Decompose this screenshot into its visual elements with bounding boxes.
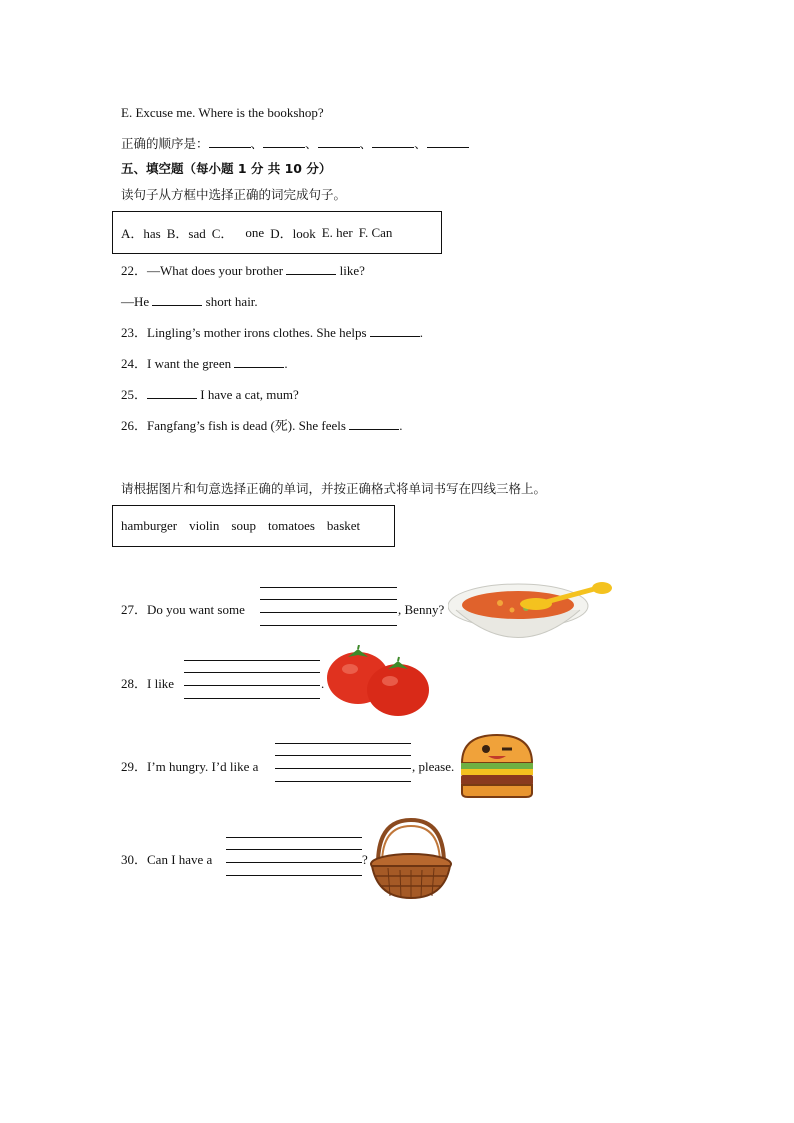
question-24 — [121, 354, 288, 373]
q24-text: 24．I want the green — [121, 356, 232, 371]
q26-blank[interactable] — [349, 416, 399, 430]
order-blank-5[interactable] — [427, 134, 469, 148]
q28-text: 28．I like — [121, 676, 175, 691]
q22b-text: —He — [121, 294, 150, 309]
choice-c: C． — [211, 226, 234, 241]
order-blank-4[interactable] — [372, 134, 414, 148]
question-26 — [121, 416, 402, 435]
question-25 — [121, 385, 299, 404]
choice-c-word: one — [245, 224, 265, 240]
q22a-tail: like? — [339, 263, 365, 278]
word-soup: soup — [231, 518, 256, 533]
q30-tail: ? — [362, 852, 368, 867]
q27-tail: , Benny? — [398, 602, 445, 617]
q28-tail: . — [321, 676, 325, 691]
question-22b — [121, 292, 258, 311]
order-blank-3[interactable] — [318, 134, 360, 148]
q24-tail: . — [284, 356, 288, 371]
q29-four-line-grid[interactable] — [275, 743, 411, 781]
q27-text: 27．Do you want some — [121, 602, 245, 617]
q22a-text: 22．—What does your brother — [121, 263, 284, 278]
word-basket: basket — [326, 518, 361, 533]
tomatoes-image — [326, 645, 432, 720]
word-hamburger: hamburger — [121, 518, 178, 533]
word-tomatoes: tomatoes — [267, 518, 315, 533]
q25-blank[interactable] — [147, 385, 197, 399]
order-line — [121, 134, 469, 153]
q25-text: 25． — [121, 387, 148, 402]
word-violin: violin — [189, 518, 220, 533]
soup-bowl-image — [448, 580, 616, 642]
q22a-blank[interactable] — [286, 261, 336, 275]
instruction-1: 读句子从方框中选择正确的词完成句子。 — [121, 187, 347, 202]
q24-blank[interactable] — [234, 354, 284, 368]
q23-blank[interactable] — [370, 323, 420, 337]
choice-f: F. Can — [358, 224, 393, 240]
q23-text: 23．Lingling’s mother irons clothes. She helps — [121, 325, 367, 340]
q25-tail: I have a cat, mum? — [200, 387, 299, 402]
q26-text: 26．Fangfang’s fish is dead (死). She feels — [121, 418, 346, 433]
basket-image — [368, 818, 454, 902]
order-sep: 、 — [414, 136, 427, 151]
q30-four-line-grid[interactable] — [226, 837, 362, 875]
hamburger-image — [458, 733, 536, 799]
choice-d: D．look — [270, 226, 316, 241]
q27-four-line-grid[interactable] — [260, 587, 397, 625]
order-blank-2[interactable] — [263, 134, 305, 148]
choice-box — [112, 211, 442, 254]
q30-text: 30．Can I have a — [121, 852, 213, 867]
order-sep: 、 — [250, 136, 264, 151]
question-22a — [121, 261, 365, 280]
choice-e: E. her — [321, 224, 353, 240]
option-e: E. Excuse me. Where is the bookshop? — [121, 105, 324, 120]
word-box — [112, 505, 395, 547]
q26-tail: . — [399, 418, 403, 433]
choice-a: A．has — [121, 226, 161, 241]
order-label: 正确的顺序是： — [121, 136, 209, 151]
question-23 — [121, 323, 423, 342]
instruction-2: 请根据图片和句意选择正确的单词，并按正确格式将单词书写在四线三格上。 — [121, 481, 547, 496]
q28-four-line-grid[interactable] — [184, 660, 320, 698]
order-blank-1[interactable] — [209, 134, 251, 148]
choice-b: B．sad — [166, 226, 206, 241]
section-title: 五、填空题（每小题 1 分 共 10 分） — [121, 161, 332, 176]
order-sep: 、 — [305, 136, 318, 151]
q22b-blank[interactable] — [152, 292, 202, 306]
q22b-tail: short hair. — [205, 294, 258, 309]
q23-tail: . — [419, 325, 424, 340]
q29-text: 29．I’m hungry. I’d like a — [121, 759, 259, 774]
q29-tail: , please. — [412, 759, 455, 774]
order-sep: 、 — [359, 136, 373, 151]
